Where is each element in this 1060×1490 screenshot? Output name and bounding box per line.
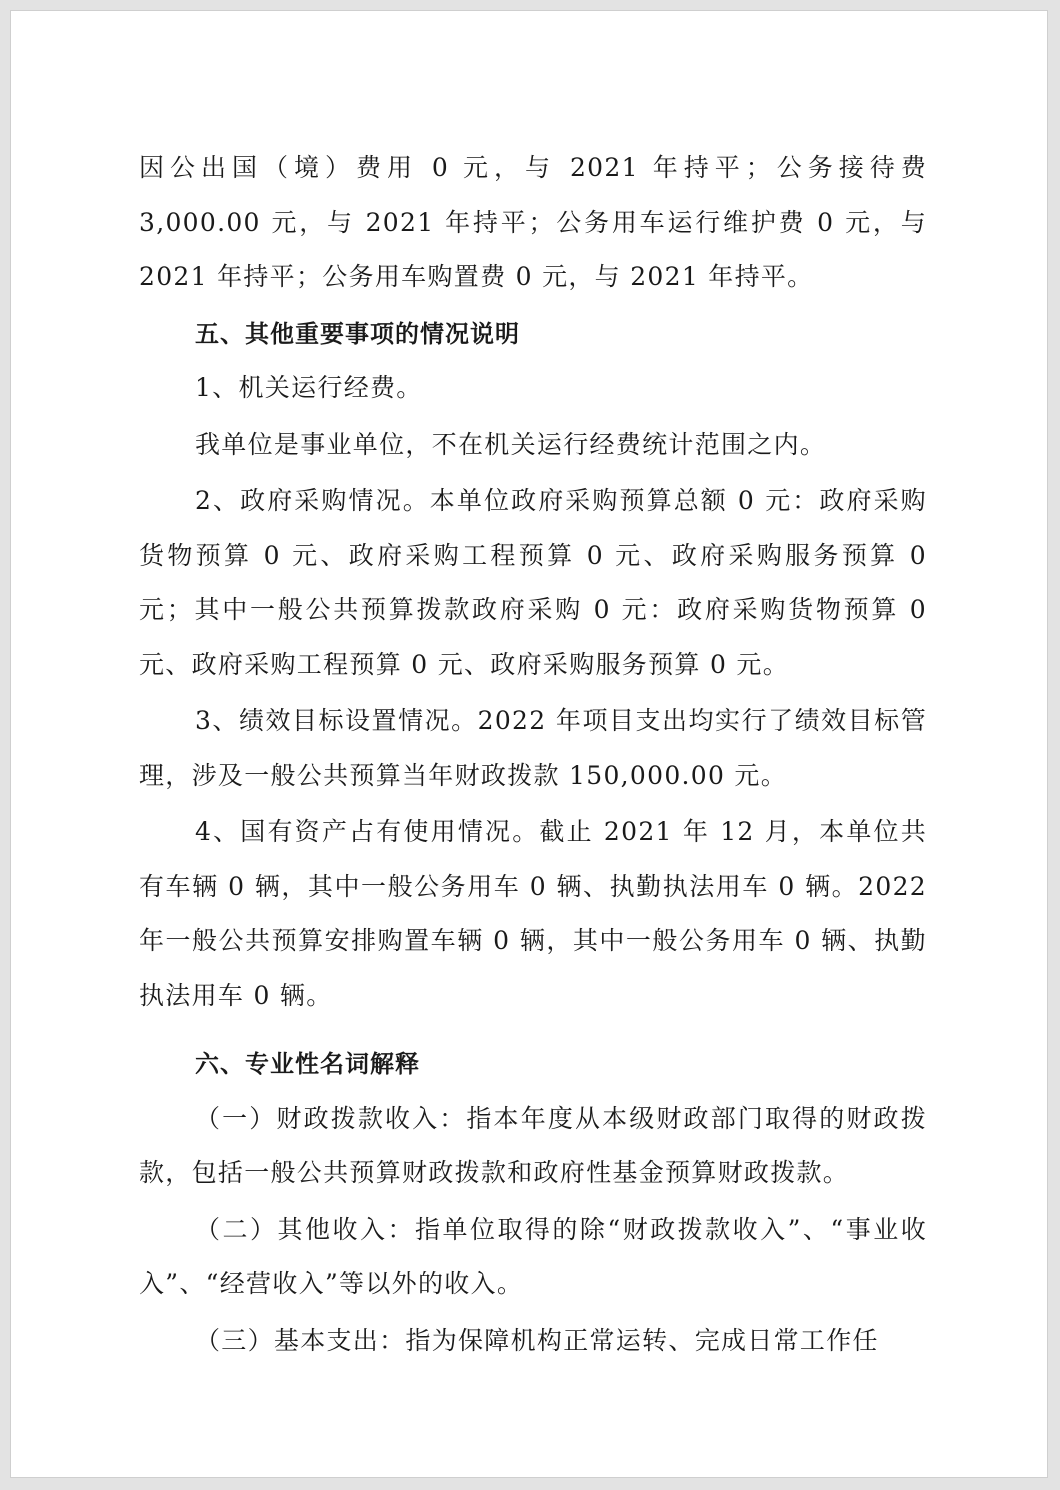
document-page bbox=[10, 10, 1048, 1478]
paragraph-government-procurement: 2、政府采购情况。本单位政府采购预算总额 0 元：政府采购货物预算 0 元、政府采购工程预算 0 元、政府采购服务预算 0 元；其中一般公共预算拨款政府采购 0 元：政府采购货物预算 0 元、政府采购工程预算 0 元、政府采购服务预算 0 元。 bbox=[139, 486, 927, 679]
document-body bbox=[139, 141, 927, 1368]
paragraph-fiscal-appropriation-income: （一）财政拨款收入：指本年度从本级财政部门取得的财政拨款，包括一般公共预算财政拨款和政府性基金预算财政拨款。 bbox=[139, 1103, 927, 1187]
paragraph-basic-expenditure: （三）基本支出：指为保障机构正常运转、完成日常工作任 bbox=[195, 1325, 879, 1355]
paragraph-operating-expenses-note: 我单位是事业单位，不在机关运行经费统计范围之内。 bbox=[195, 429, 827, 459]
paragraph-state-assets: 4、国有资产占有使用情况。截止 2021 年 12 月，本单位共有车辆 0 辆，其中一般公务用车 0 辆、执勤执法用车 0 辆。2022 年一般公共预算安排购置车辆 0 辆，其中一般公务用车 0 辆、执勤执法用车 0 辆。 bbox=[139, 817, 927, 1010]
paragraph-other-income: （二）其他收入：指单位取得的除“财政拨款收入”、“事业收入”、“经营收入”等以外的收入。 bbox=[139, 1214, 927, 1298]
paragraph-operating-expenses-title: 1、机关运行经费。 bbox=[195, 373, 423, 402]
paragraph-official-expenses: 因公出国（境）费用 0 元，与 2021 年持平；公务接待费 3,000.00 元，与 2021 年持平；公务用车运行维护费 0 元，与 2021 年持平；公务用车购置费 0 元，与 2021 年持平。 bbox=[139, 153, 927, 291]
heading-terminology: 六、专业性名词解释 bbox=[195, 1050, 420, 1078]
paragraph-performance-goals: 3、绩效目标设置情况。2022 年项目支出均实行了绩效目标管理，涉及一般公共预算当年财政拨款 150,000.00 元。 bbox=[139, 706, 927, 790]
heading-other-important-matters: 五、其他重要事项的情况说明 bbox=[195, 319, 520, 348]
